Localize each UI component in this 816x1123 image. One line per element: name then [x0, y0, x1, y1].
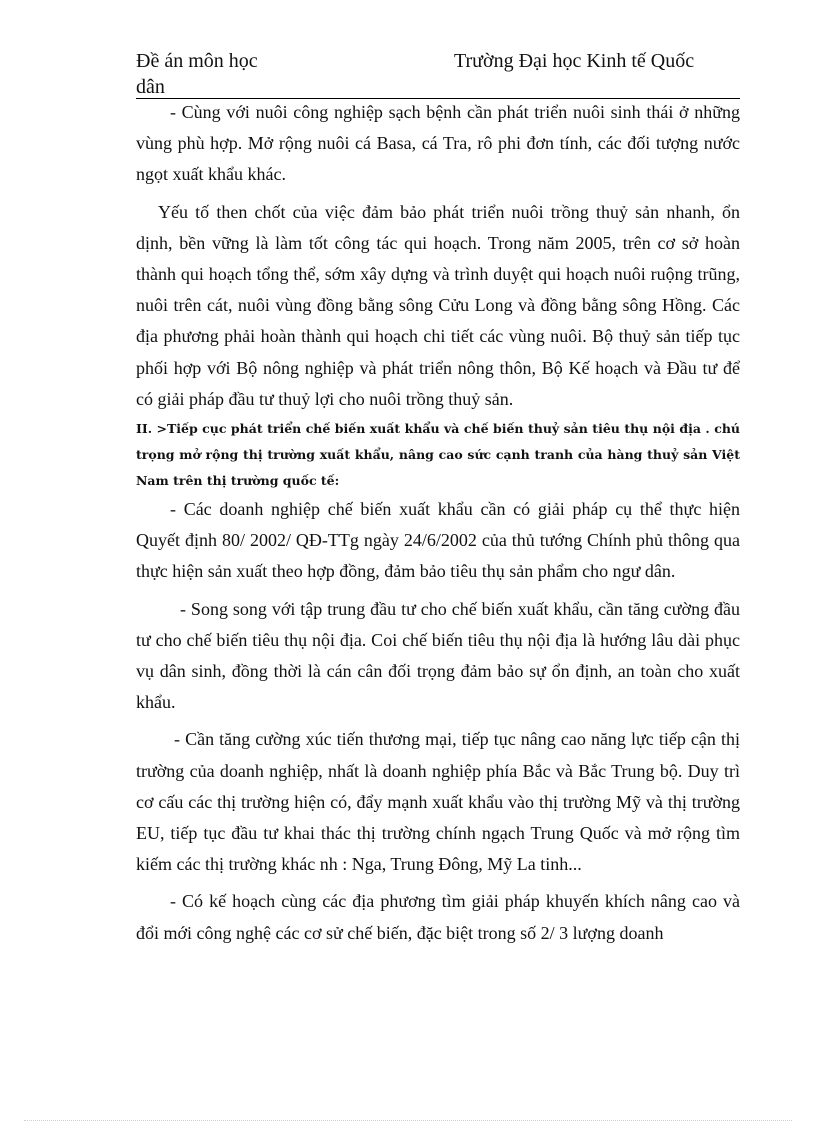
paragraph-trade-promotion: - Cần tăng cường xúc tiến thương mại, tiếp tục nâng cao năng lực tiếp cận thị trường của doanh nghiệp, nhất là doanh nghiệp phía Bắc và Bắc Trung bộ. Duy trì cơ cấu các thị trường hiện có, đẩy mạnh xuất khẩu vào thị trường Mỹ và thị trường EU, tiếp tục đầu tư khai thác thị trường chính ngạch Trung Quốc và mở rộng tìm kiếm các thị trường khác nh : Nga, Trung Đông, Mỹ La tinh...	[136, 729, 740, 875]
paragraph-export-enterprises: - Các doanh nghiệp chế biến xuất khẩu cần có giải pháp cụ thể thực hiện Quyết định 80/ 2002/ QĐ-TTg ngày 24/6/2002 của thủ tướng Chính phủ thông qua thực hiện sản xuất theo hợp đồng, đảm bảo tiêu thụ sản phẩm cho ngư dân.	[136, 499, 740, 582]
paragraph-eco-farming: - Cùng với nuôi công nghiệp sạch bệnh cần phát triển nuôi sinh thái ở những vùng phù hợp. Mở rộng nuôi cá Basa, cá Tra, rô phi đơn tính, các đối tượng nước ngọt xuất khẩu khác.	[136, 102, 740, 185]
paragraph-technology-upgrade: - Có kế hoạch cùng các địa phương tìm giải pháp khuyến khích nâng cao và đổi mới công nghệ các cơ sử chế biến, đặc biệt trong số 2/ 3 lượng doanh	[136, 891, 740, 943]
header-university-name: Trường Đại học Kinh tế Quốc	[454, 50, 695, 72]
document-body	[136, 97, 740, 949]
page-bottom-border	[24, 1120, 792, 1121]
paragraph-domestic-processing: - Song song với tập trung đầu tư cho chế biến xuất khẩu, cần tăng cường đầu tư cho chế biến tiêu thụ nội địa. Coi chế biến tiêu thụ nội địa là hướng lâu dài phục vụ dân sinh, đồng thời là cán cân đối trọng đảm bảo sự ổn định, an toàn cho xuất khẩu.	[136, 598, 740, 713]
section-heading-processing-export: II. >Tiếp cục phát triển chế biến xuất khẩu và chế biến thuỷ sản tiêu thụ nội địa . chú trọng mở rộng thị trường xuất khẩu, nâng cao sức cạnh tranh của hàng thuỷ sản Việt Nam trên thị trường quốc tế:	[136, 421, 740, 489]
header-university-name-continuation: dân	[136, 76, 165, 98]
header-course-title: Đề án môn học	[136, 50, 258, 72]
paragraph-planning: Yếu tố then chốt của việc đảm bảo phát triển nuôi trồng thuỷ sản nhanh, ổn dịnh, bền vững là làm tốt công tác qui hoạch. Trong năm 2005, trên cơ sở hoàn thành qui hoạch tổng thể, sớm xây dựng và trình duyệt qui hoạch nuôi ruộng trũng, nuôi trên cát, nuôi vùng đồng bằng sông Cửu Long và đồng bằng sông Hồng. Các địa phương phải hoàn thành qui hoạch chi tiết các vùng nuôi. Bộ thuỷ sản tiếp tục phối hợp với Bộ nông nghiệp và phát triển nông thôn, Bộ Kế hoạch và Đầu tư để có giải pháp đầu tư thuỷ lợi cho nuôi trồng thuỷ sản.	[136, 201, 740, 409]
